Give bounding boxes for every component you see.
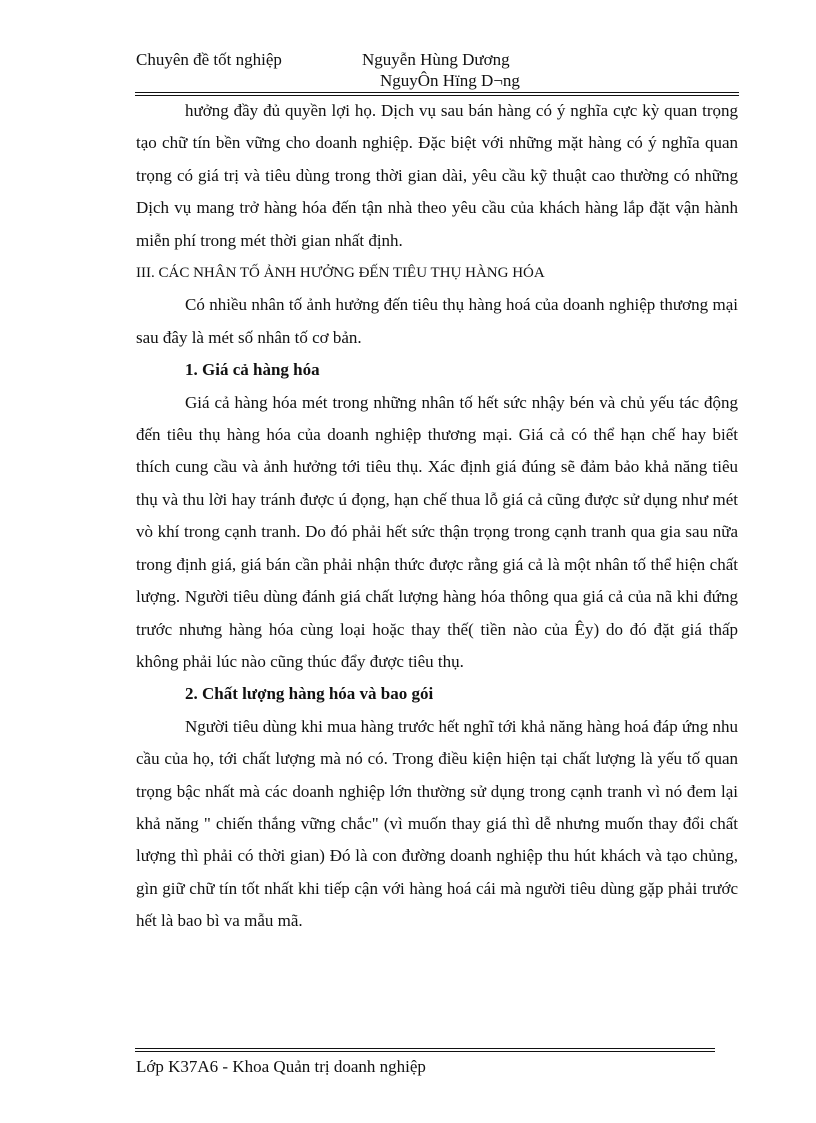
footer-class-info: Lớp K37A6 - Khoa Quản trị doanh nghiệp [136,1057,426,1076]
header-author-garbled: NguyÔn Hïng D¬ng [380,71,520,90]
subsection-quality-paragraph: Người tiêu dùng khi mua hàng trước hết nghĩ tới khả năng hàng hoá đáp ứng nhu cầu của họ, tới chất lượng mà nó có. Trong điều kiện hiện tại chất lượng là yếu tố quan trọng bậc nhất mà các doanh nghiệp lớn thường sử dụng trong cạnh tranh vì nó đem lại khả năng " chiến thắng vững chắc" (vì muốn thay giá thì dễ nhưng muốn thay đổi chất lượng thì phải có thời gian) Đó là con đường doanh nghiệp thu hút khách và tạo chủng, gìn giữ chữ tín tốt nhất khi tiếp cận với hàng hoá cái mà người tiêu dùng gặp phải trước hết là bao bì va mẫu mã. [136,716,738,931]
section-intro-paragraph: Có nhiều nhân tố ảnh hưởng đến tiêu thụ hàng hoá của doanh nghiệp thương mại sau đây là mét số nhân tố cơ bản. [136,295,738,347]
footer-rule-thin [135,1051,715,1052]
document-body [136,95,738,938]
subsection-title-quality: 2. Chất lượng hàng hóa và bao gói [185,684,434,704]
subsection-title-price: 1. Giá cả hàng hóa [185,360,320,380]
paragraph-continuation: hưởng đầy đủ quyền lợi họ. Dịch vụ sau bán hàng có ý nghĩa cực kỳ quan trọng tạo chữ tín bền vững cho doanh nghiệp. Đặc biệt với những mặt hàng có ý nghĩa quan trọng có giá trị và tiêu dùng trong thời gian dài, yêu cầu kỹ thuật cao thường có những Dịch vụ mang trở hàng hóa đến tận nhà theo yêu cầu của khách hàng lắp đặt vận hành miễn phí trong mét thời gian nhất định. [136,101,738,250]
section-heading: III. CÁC NHÂN TỐ ẢNH HƯỞNG ĐẾN TIÊU THỤ HÀNG HÓA [136,265,545,282]
header-author: Nguyễn Hùng Dương [362,50,510,69]
header-rule [135,92,739,93]
footer-rule [135,1048,715,1049]
header-document-type: Chuyên đề tốt nghiệp [136,50,282,69]
subsection-price-paragraph: Giá cả hàng hóa mét trong những nhân tố hết sức nhậy bén và chủ yếu tác động đến tiêu thụ hàng hóa của doanh nghiệp thương mại. Giá cả có thể hạn chế hay biết thích cung cầu và ảnh hưởng tới tiêu thụ. Xác định giá đúng sẽ đảm bảo khả năng tiêu thụ và thu lời hay tránh được ú đọng, hạn chế thua lỗ giá cả cũng được sử dụng như mét vò khí trong cạnh tranh. Do đó phải hết sức thận trọng trong cạnh tranh qua gia sau nữa trong định giá, giá bán cần phải nhận thức được rằng giá cả là một nhân tố thể hiện chất lượng. Người tiêu dùng đánh giá chất lượng hàng hóa thông qua giá cả của nã khi đứng trước nhưng hàng hóa cùng loại hoặc thay thế( tiền nào của Êy) do đó đặt giá thấp không phải lúc nào cũng thúc đẩy được tiêu thụ. [136,392,738,671]
